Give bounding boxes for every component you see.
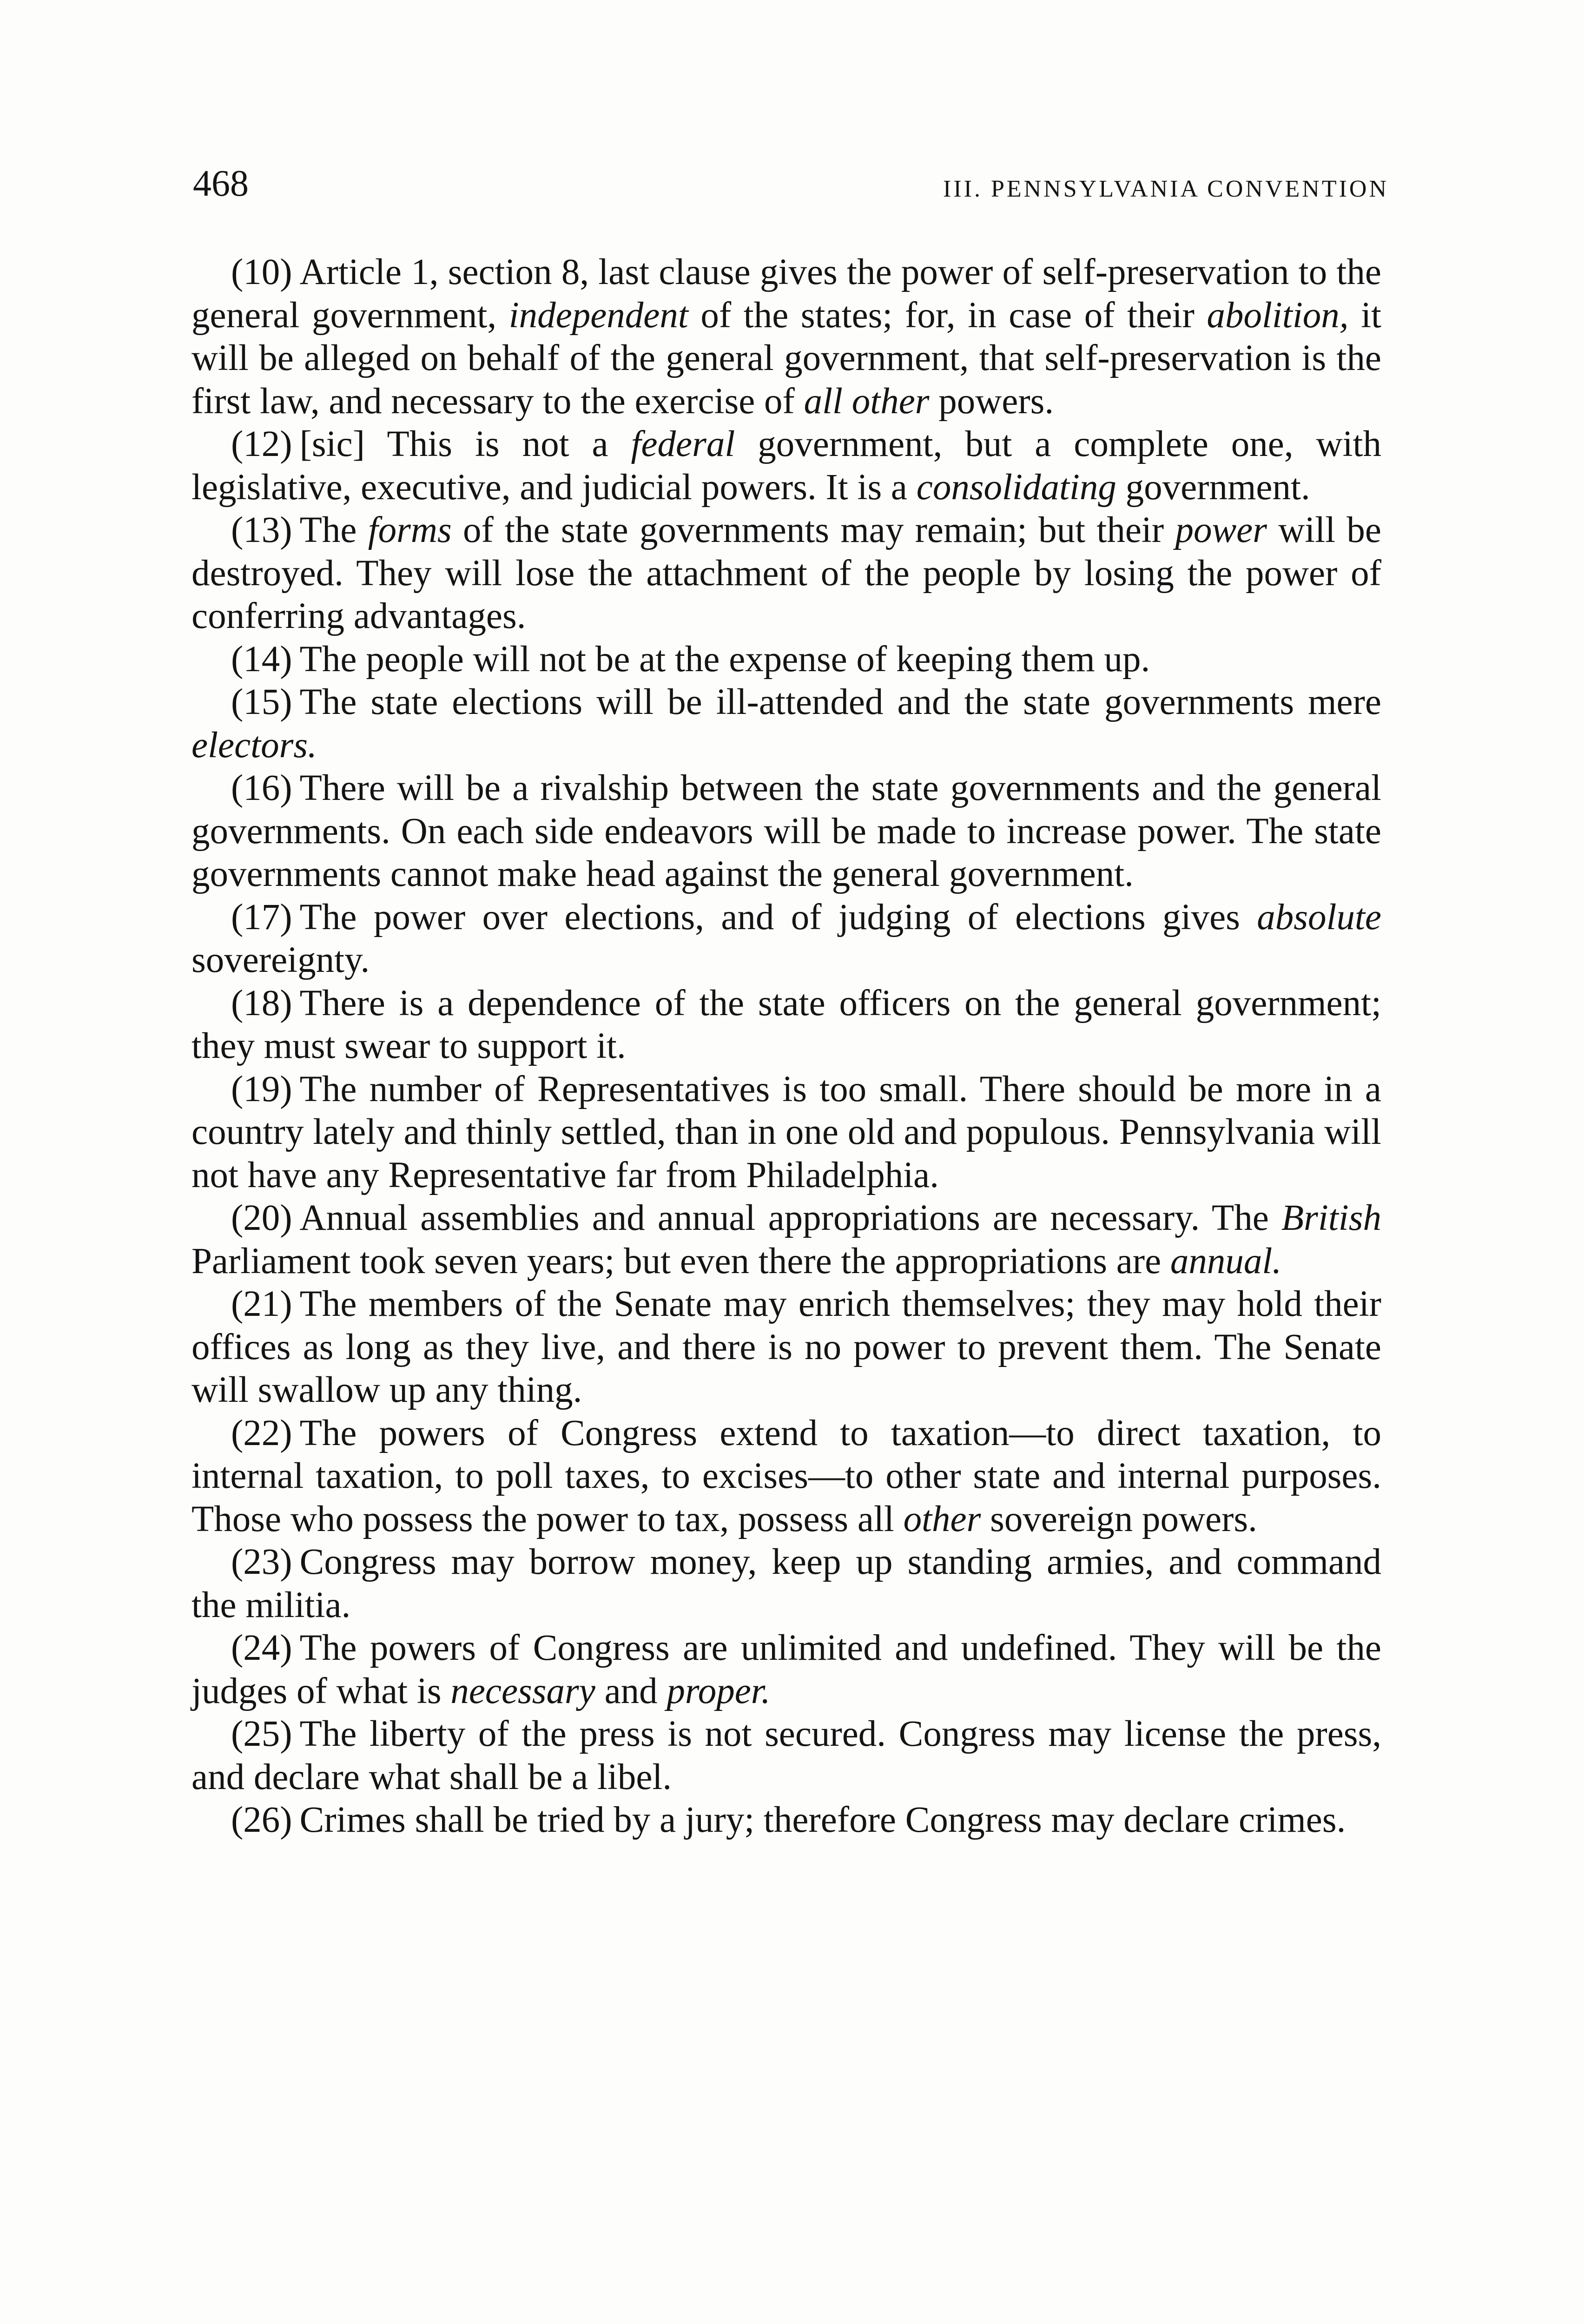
- paragraph-text: The members of the Senate may enrich themselves; they may hold their offices as long as they live, and there is no power to prevent them. The Senate will swallow up any thing.: [191, 1284, 1381, 1410]
- paragraph-number: (23): [231, 1542, 292, 1582]
- italic-text: all other: [804, 381, 930, 422]
- paragraph: [191, 982, 1381, 1068]
- paragraph-number: (24): [231, 1628, 292, 1668]
- paragraph: [191, 1713, 1381, 1799]
- italic-text: annual.: [1170, 1241, 1282, 1281]
- paragraph-number: (14): [231, 639, 292, 680]
- italic-text: consolidating: [916, 467, 1116, 508]
- running-head: [193, 163, 1389, 214]
- paragraph-number: (20): [231, 1198, 292, 1238]
- paragraph-text: The powers of Congress extend to taxation—to direct taxation, to internal taxation, to poll taxes, to excises—to other state and internal purposes. Those who possess the power to tax, possess all: [191, 1413, 1381, 1539]
- paragraph: [191, 638, 1381, 681]
- paragraph: [191, 1627, 1381, 1713]
- paragraph: [191, 1412, 1381, 1541]
- paragraph: [191, 423, 1381, 509]
- paragraph-text: sovereign powers.: [981, 1499, 1257, 1539]
- paragraph-number: (19): [231, 1069, 292, 1109]
- paragraph: [191, 1541, 1381, 1627]
- paragraph-text: The people will not be at the expense of keeping them up.: [299, 639, 1150, 680]
- paragraph-number: (26): [231, 1800, 292, 1840]
- paragraph-number: (13): [231, 510, 292, 550]
- paragraph: [191, 509, 1381, 638]
- italic-text: necessary: [450, 1670, 595, 1711]
- italic-text: independent: [508, 295, 688, 336]
- paragraph: [191, 767, 1381, 896]
- paragraph-number: (15): [231, 682, 292, 722]
- page-number: 468: [193, 163, 249, 204]
- paragraph-text: The state elections will be ill-attended and the state governments mere: [299, 682, 1381, 722]
- paragraph-number: (21): [231, 1284, 292, 1324]
- paragraph-number: (22): [231, 1413, 292, 1453]
- italic-text: electors.: [191, 725, 317, 766]
- paragraph-text: government.: [1116, 467, 1310, 508]
- italic-text: proper.: [667, 1670, 771, 1711]
- paragraph-text: The: [299, 510, 368, 550]
- italic-text: British: [1281, 1198, 1381, 1238]
- paragraph-text: The power over elections, and of judging of elections gives: [299, 897, 1257, 938]
- paragraph-number: (10): [231, 252, 292, 292]
- section-title: III. PENNSYLVANIA CONVENTION: [943, 176, 1389, 202]
- paragraph: [191, 1283, 1381, 1412]
- paragraph-text: The liberty of the press is not secured. Congress may license the press, and declare what shall be a libel.: [191, 1714, 1381, 1797]
- italic-text: federal: [631, 424, 735, 464]
- paragraph-text: government, but a complete one, with legislative, executive, and judicial powers. It is a: [191, 424, 1381, 508]
- paragraph-number: (18): [231, 983, 292, 1023]
- paragraph-text: Congress may borrow money, keep up standing armies, and command the militia.: [191, 1542, 1381, 1625]
- italic-text: power: [1175, 510, 1267, 550]
- italic-text: other: [903, 1499, 981, 1539]
- paragraph: [191, 1799, 1381, 1842]
- paragraph-text: it will be alleged on behalf of the general government, that self-preservation is the first law, and necessary to the exercise of: [191, 295, 1381, 422]
- paragraph-text: sovereignty.: [191, 940, 370, 980]
- italic-text: absolute: [1257, 897, 1381, 938]
- paragraph: [191, 1068, 1381, 1197]
- paragraph-text: The powers of Congress are unlimited and undefined. They will be the judges of what is: [191, 1628, 1381, 1711]
- body-text: [191, 251, 1381, 1842]
- paragraph-text: There is a dependence of the state officers on the general government; they must swear to support it.: [191, 983, 1381, 1066]
- paragraph-text: powers.: [929, 381, 1054, 422]
- italic-text: forms: [368, 510, 452, 550]
- paragraph-text: and: [595, 1670, 667, 1711]
- paragraph-text: The number of Representatives is too small. There should be more in a country lately and thinly settled, than in one old and populous. Pennsylvania will not have any Representative far from Philadelphia.: [191, 1069, 1381, 1195]
- paragraph-number: (17): [231, 897, 292, 938]
- paragraph-number: (12): [231, 424, 292, 464]
- paragraph-text: There will be a rivalship between the state governments and the general governments. On each side endeavors will be made to increase power. The state governments cannot make head against the general government.: [191, 768, 1381, 894]
- italic-text: abolition,: [1207, 295, 1349, 336]
- paragraph: [191, 681, 1381, 767]
- paragraph: [191, 251, 1381, 423]
- paragraph-text: will be destroyed. They will lose the attachment of the people by losing the power of conferring advantages.: [191, 510, 1381, 636]
- paragraph-text: Parliament took seven years; but even there the appropriations are: [191, 1241, 1170, 1281]
- paragraph-text: Crimes shall be tried by a jury; therefore Congress may declare crimes.: [299, 1800, 1346, 1840]
- paragraph-text: Article 1, section 8, last clause gives the power of self-preservation to the general government,: [191, 252, 1381, 336]
- paragraph: [191, 1197, 1381, 1283]
- paragraph-text: of the states; for, in case of their: [688, 295, 1207, 336]
- paragraph-text: of the state governments may remain; but their: [451, 510, 1175, 550]
- paragraph-number: (25): [231, 1714, 292, 1754]
- paragraph: [191, 896, 1381, 982]
- paragraph-text: Annual assemblies and annual appropriations are necessary. The: [299, 1198, 1281, 1238]
- paragraph-text: [sic] This is not a: [299, 424, 631, 464]
- paragraph-number: (16): [231, 768, 292, 808]
